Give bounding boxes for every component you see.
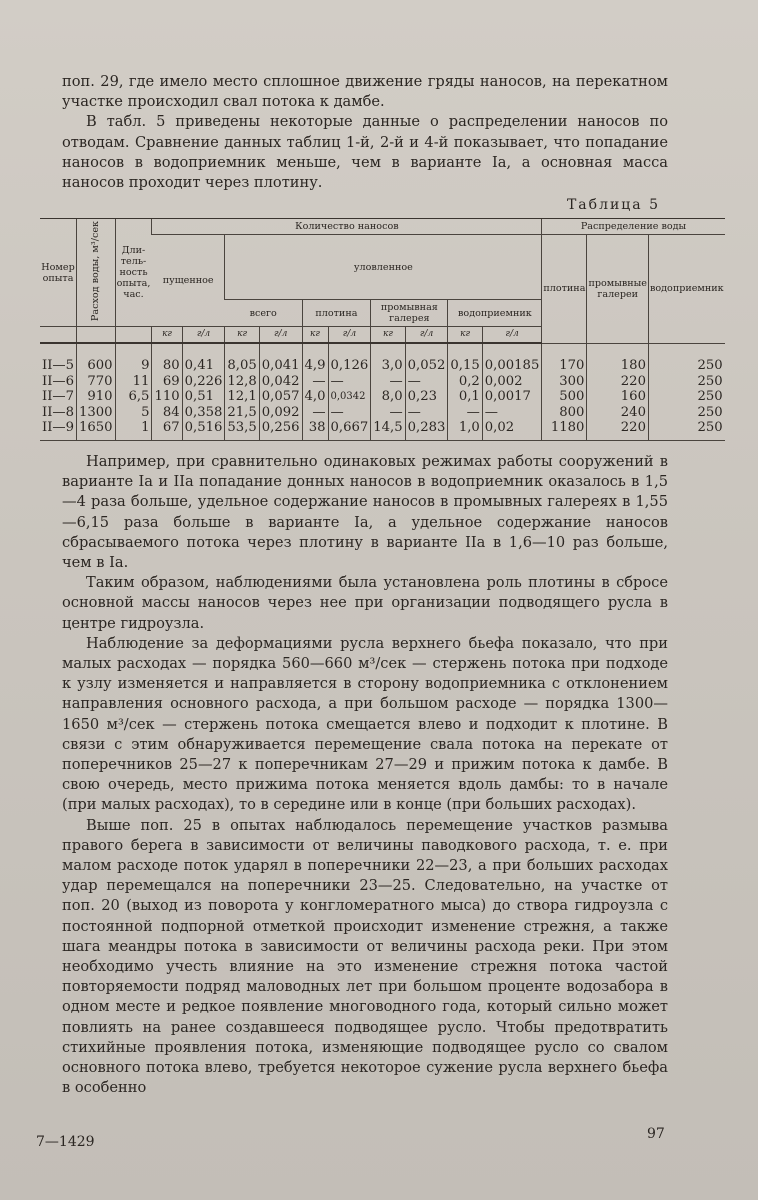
cell-w-dam: 500 bbox=[542, 389, 587, 405]
cell-in-kg: 0,1 bbox=[448, 389, 482, 405]
unit-kg: кг bbox=[152, 327, 182, 344]
cell-t: 11 bbox=[115, 374, 152, 390]
intro-paragraph-1: поп. 29, где имело место сплошное движение гряды наносов, на перекатном участке происходил свал потока к дамбе. bbox=[62, 73, 668, 111]
cell-in-gl: 0,002 bbox=[482, 374, 542, 390]
cell-fg-gl: 0,283 bbox=[405, 420, 448, 440]
cell-w-in: 250 bbox=[648, 374, 724, 390]
header-released: пущенное bbox=[152, 235, 225, 327]
cell-no: II—9 bbox=[40, 420, 77, 440]
header-duration: Дли-тель-ность опыта, час. bbox=[115, 219, 152, 327]
cell-w-fg: 160 bbox=[587, 389, 649, 405]
cell-no: II—7 bbox=[42, 389, 74, 405]
cell-rel-kg: 69 bbox=[152, 374, 182, 390]
header-units-blank bbox=[115, 327, 152, 344]
cell-no: II—8 bbox=[42, 404, 74, 420]
cell-in-gl: 0,00185 bbox=[482, 343, 542, 374]
cell-dam-kg: 4,0 bbox=[302, 389, 328, 405]
unit-gl: г/л bbox=[405, 327, 448, 344]
cell-fg-gl: — bbox=[405, 374, 448, 390]
cell-rel-gl: 0,41 bbox=[182, 343, 225, 374]
cell-w-in: 250 bbox=[648, 389, 724, 405]
body-paragraph-3: Наблюдение за деформациями русла верхнего бьефа показало, что при малых расходах — порядка 560—660 м³/сек — стержень потока при подходе к узлу изменяется и направляется в сторону водоприемника с отклонением направления основного расхода, а при большом расходе — порядка 1300—1650 м³/сек — стержень потока смещается влево и подходит к плотине. В связи с этим обнаруживается перемещение свала потока на перекате от поперечников 25—27 к поперечникам 27—29 и прижим потока к дамбе. В свою очередь, место прижима потока меняется вдоль дамбы: то в начале (при малых расходах), то в середине или в конце (при больших расходах). bbox=[62, 634, 668, 814]
header-experiment: Номер опыта bbox=[40, 219, 77, 327]
header-flush-gallery: промывная галерея bbox=[371, 300, 448, 327]
cell-in-kg: 0,15 bbox=[448, 343, 482, 374]
cell-rel-kg: 80 bbox=[152, 343, 182, 374]
cell-in-kg: 1,0 bbox=[448, 420, 482, 440]
table-row bbox=[40, 389, 725, 405]
cell-dam-gl: — bbox=[328, 374, 371, 390]
header-wd-dam: плотина bbox=[542, 235, 587, 344]
unit-gl: г/л bbox=[482, 327, 542, 344]
cell-tot-kg: 12,1 bbox=[225, 389, 259, 405]
cell-dam-gl: 0,667 bbox=[328, 420, 371, 440]
header-units-blank bbox=[40, 327, 77, 344]
cell-t: 1 bbox=[115, 420, 152, 440]
cell-rel-kg: 84 bbox=[152, 405, 182, 421]
cell-in-kg: — bbox=[448, 405, 482, 421]
table-row bbox=[40, 405, 725, 421]
cell-q: 1650 bbox=[77, 420, 116, 440]
cell-tot-gl: 0,042 bbox=[259, 374, 302, 390]
sediment-table bbox=[40, 218, 725, 441]
header-captured: уловленное bbox=[225, 235, 542, 300]
cell-w-dam: 170 bbox=[542, 343, 587, 374]
cell-rel-kg: 110 bbox=[152, 389, 182, 405]
cell-w-in: 250 bbox=[648, 343, 724, 374]
cell-dam-kg: 4,9 bbox=[302, 343, 328, 374]
cell-w-fg: 220 bbox=[587, 420, 649, 440]
cell-rel-gl: 0,358 bbox=[182, 405, 225, 421]
cell-tot-kg: 21,5 bbox=[225, 405, 259, 421]
cell-fg-kg: — bbox=[371, 405, 405, 421]
unit-gl: г/л bbox=[259, 327, 302, 344]
cell-dam-gl: 0,0342 bbox=[328, 389, 371, 405]
cell-t: 9 bbox=[115, 343, 152, 374]
cell-fg-gl: 0,23 bbox=[405, 389, 448, 405]
body-paragraph-2: Таким образом, наблюдениями была установлена роль плотины в сбросе основной массы наносов через нее при организации подводящего русла в центре гидроузла. bbox=[62, 574, 668, 632]
cell-tot-kg: 53,5 bbox=[225, 420, 259, 440]
header-units-blank bbox=[77, 327, 116, 344]
cell-w-fg: 220 bbox=[587, 374, 649, 390]
cell-tot-kg: 12,8 bbox=[225, 374, 259, 390]
cell-q: 1300 bbox=[77, 405, 116, 421]
cell-rel-gl: 0,516 bbox=[182, 420, 225, 440]
header-sediment-amount: Количество наносов bbox=[152, 219, 542, 235]
cell-no: II—6 bbox=[42, 373, 74, 389]
intro-paragraph-2: В табл. 5 приведены некоторые данные о распределении наносов по отводам. Сравнение данных таблиц 1-й, 2-й и 4-й показывает, что попадание наносов в водоприемник меньше, чем в варианте Iа, а основная масса наносов проходит через плотину. bbox=[62, 113, 668, 192]
cell-tot-gl: 0,041 bbox=[259, 343, 302, 374]
unit-kg: кг bbox=[448, 327, 482, 344]
cell-dam-gl: — bbox=[328, 405, 371, 421]
cell-w-in: 250 bbox=[648, 420, 724, 440]
table-row bbox=[40, 420, 725, 440]
cell-fg-gl: — bbox=[405, 405, 448, 421]
table-row bbox=[40, 374, 725, 390]
cell-t: 6,5 bbox=[115, 389, 152, 405]
cell-fg-kg: 14,5 bbox=[371, 420, 405, 440]
cell-rel-gl: 0,226 bbox=[182, 374, 225, 390]
cell-w-dam: 800 bbox=[542, 405, 587, 421]
header-wd-intake: водоприемник bbox=[648, 235, 724, 344]
unit-gl: г/л bbox=[182, 327, 225, 344]
cell-q: 600 bbox=[77, 343, 116, 374]
cell-rel-kg: 67 bbox=[152, 420, 182, 440]
body-text bbox=[62, 452, 668, 1099]
cell-w-fg: 240 bbox=[587, 405, 649, 421]
cell-w-fg: 180 bbox=[587, 343, 649, 374]
table-caption: Таблица 5 bbox=[566, 197, 660, 213]
cell-tot-gl: 0,256 bbox=[259, 420, 302, 440]
intro-text bbox=[62, 72, 668, 193]
unit-kg: кг bbox=[225, 327, 259, 344]
cell-w-dam: 300 bbox=[542, 374, 587, 390]
cell-dam-kg: — bbox=[302, 405, 328, 421]
unit-kg: кг bbox=[371, 327, 405, 344]
cell-in-gl: — bbox=[482, 405, 542, 421]
page-number: 97 bbox=[647, 1126, 665, 1142]
cell-t: 5 bbox=[115, 405, 152, 421]
header-total: всего bbox=[225, 300, 302, 327]
cell-tot-gl: 0,092 bbox=[259, 405, 302, 421]
cell-dam-kg: 38 bbox=[302, 420, 328, 440]
header-discharge: Расход воды, м³/сек bbox=[77, 219, 116, 327]
cell-w-in: 250 bbox=[648, 405, 724, 421]
cell-in-gl: 0,0017 bbox=[482, 389, 542, 405]
cell-q: 770 bbox=[77, 374, 116, 390]
printer-signature: 7—1429 bbox=[36, 1134, 95, 1150]
cell-fg-kg: 3,0 bbox=[371, 343, 405, 374]
cell-dam-kg: — bbox=[302, 374, 328, 390]
cell-fg-kg: — bbox=[371, 374, 405, 390]
header-dam: плотина bbox=[302, 300, 371, 327]
cell-in-gl: 0,02 bbox=[482, 420, 542, 440]
cell-tot-gl: 0,057 bbox=[259, 389, 302, 405]
cell-tot-kg: 8,05 bbox=[225, 343, 259, 374]
body-paragraph-4: Выше поп. 25 в опытах наблюдалось перемещение участков размыва правого берега в зависимости от величины паводкового расхода, т. е. при малом расходе поток ударял в поперечники 22—23, а при больших расходах удар перемещался на поперечники 23—25. Следовательно, на участке от поп. 20 (выход из поворота у конгломератного мыса) до створа гидроузла с постоянной подпорной отметкой происходит изменение стрежня, а также шага меандры потока в зависимости от величины расхода реки. При этом необходимо учесть влияние на это изменение стрежня потока частой повторяемости подряд маловодных лет при большом проценте водозабора в одном месте и редкое появление многоводного года, который сильно может повлиять на ранее создавшееся подводящее русло. Чтобы предотвратить стихийные проявления потока, изменяющие подводящее русло со свалом основного потока влево, требуется некоторое сужение русла верхнего бьефа в особенно bbox=[62, 816, 668, 1097]
header-intake: водоприемник bbox=[448, 300, 542, 327]
table-row bbox=[40, 343, 725, 374]
unit-kg: кг bbox=[302, 327, 328, 344]
cell-fg-kg: 8,0 bbox=[371, 389, 405, 405]
cell-in-kg: 0,2 bbox=[448, 374, 482, 390]
body-paragraph-1: Например, при сравнительно одинаковых режимах работы сооружений в варианте Iа и IIа попадание донных наносов в водоприемник оказалось в 1,5—4 раза больше, удельное содержание наносов в промывных галереях в 1,55—6,15 раза больше в варианте Iа, а удельное содержание наносов сбрасываемого потока через плотину в варианте IIа в 1,6—10 раз больше, чем в Iа. bbox=[62, 453, 668, 572]
cell-w-dam: 1180 bbox=[542, 420, 587, 440]
cell-dam-gl: 0,126 bbox=[328, 343, 371, 374]
cell-no: II—5 bbox=[42, 358, 74, 374]
cell-fg-gl: 0,052 bbox=[405, 343, 448, 374]
header-wd-flush: промывные галереи bbox=[587, 235, 649, 344]
unit-gl: г/л bbox=[328, 327, 371, 344]
cell-q: 910 bbox=[77, 389, 116, 405]
header-water-distribution: Распределение воды bbox=[542, 219, 725, 235]
cell-rel-gl: 0,51 bbox=[182, 389, 225, 405]
